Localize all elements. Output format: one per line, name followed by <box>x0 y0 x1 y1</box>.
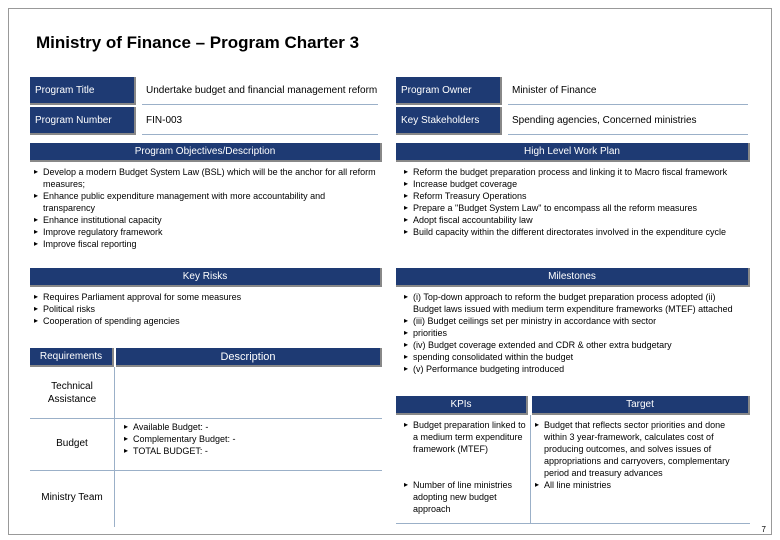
objectives-list <box>34 166 379 250</box>
list-item: ▸ Develop a modern Budget System Law (BSL) which will be the anchor for all reform measures; <box>34 166 379 190</box>
list-item: ▸ Budget preparation linked to a medium term expenditure framework (MTEF) <box>404 419 526 455</box>
description-heading: Description <box>116 348 382 367</box>
kpi-list-1 <box>404 419 526 455</box>
list-item: ▸ priorities <box>404 327 746 339</box>
list-item: ▸ Cooperation of spending agencies <box>34 315 379 327</box>
list-item: ▸ (v) Performance budgeting introduced <box>404 363 746 375</box>
kpi-divider <box>530 415 531 523</box>
milestones-heading: Milestones <box>396 268 750 287</box>
list-item: ▸ Budget that reflects sector priorities and done within 3 year-framework, calculates cost of producing outcomes, and solves issues of appropriations and carryovers, complementary period and treasury advances <box>535 419 750 479</box>
list-item: ▸ Complementary Budget: - <box>124 433 374 445</box>
milestones-list <box>404 291 746 375</box>
requirement-ministry-team: Ministry Team <box>41 491 103 503</box>
budget-list <box>124 421 374 457</box>
list-item: ▸ Reform the budget preparation process and linking it to Macro fiscal framework <box>404 166 746 178</box>
list-item: ▸ Reform Treasury Operations <box>404 190 746 202</box>
program-owner-value: Minister of Finance <box>508 77 748 105</box>
target-list <box>535 419 750 491</box>
list-item: ▸ Build capacity within the different directorates involved in the expenditure cycle <box>404 226 746 238</box>
work-plan-heading: High Level Work Plan <box>396 143 750 162</box>
list-item: ▸ (iii) Budget ceilings set per ministry in accordance with sector <box>404 315 746 327</box>
row-divider <box>30 470 382 471</box>
objectives-heading: Program Objectives/Description <box>30 143 382 162</box>
list-item: ▸ Requires Parliament approval for some measures <box>34 291 379 303</box>
list-item: ▸ TOTAL BUDGET: - <box>124 445 374 457</box>
list-item: ▸ All line ministries <box>535 479 750 491</box>
program-title-value: Undertake budget and financial management reform <box>142 77 378 105</box>
list-item: ▸ (iv) Budget coverage extended and CDR & other extra budgetary <box>404 339 746 351</box>
program-owner-label: Program Owner <box>396 77 502 105</box>
list-item: ▸ spending consolidated within the budget <box>404 351 746 363</box>
list-item: ▸ (i) Top-down approach to reform the budget preparation process adopted (ii) Budget laws issued with medium term expenditure frameworks (MTEF) attached <box>404 291 746 315</box>
requirement-budget: Budget <box>56 437 88 449</box>
requirement-technical-assistance: Technical Assistance <box>47 381 97 405</box>
list-item: ▸ Number of line ministries adopting new budget approach <box>404 479 526 515</box>
program-number-label: Program Number <box>30 107 136 135</box>
requirements-heading: Requirements <box>30 348 114 367</box>
row-divider <box>396 523 750 524</box>
row-divider <box>30 418 382 419</box>
risks-heading: Key Risks <box>30 268 382 287</box>
page-title: Ministry of Finance – Program Charter 3 <box>36 33 360 52</box>
key-stakeholders-label: Key Stakeholders <box>396 107 502 135</box>
list-item: ▸ Available Budget: - <box>124 421 374 433</box>
program-title-label: Program Title <box>30 77 136 105</box>
list-item: ▸ Improve regulatory framework <box>34 226 379 238</box>
risks-list <box>34 291 379 327</box>
work-plan-list <box>404 166 746 238</box>
key-stakeholders-value: Spending agencies, Concerned ministries <box>508 107 748 135</box>
page-number: 7 <box>761 525 766 534</box>
list-item: ▸ Increase budget coverage <box>404 178 746 190</box>
kpi-list-2 <box>404 479 526 515</box>
list-item: ▸ Adopt fiscal accountability law <box>404 214 746 226</box>
list-item: ▸ Prepare a "Budget System Law" to encompass all the reform measures <box>404 202 746 214</box>
list-item: ▸ Enhance public expenditure management with more accountability and transparency <box>34 190 379 214</box>
kpis-heading: KPIs <box>396 396 528 415</box>
target-heading: Target <box>532 396 750 415</box>
program-number-value: FIN-003 <box>142 107 378 135</box>
list-item: ▸ Enhance institutional capacity <box>34 214 379 226</box>
list-item: ▸ Political risks <box>34 303 379 315</box>
requirements-divider <box>114 367 115 527</box>
list-item: ▸ Improve fiscal reporting <box>34 238 379 250</box>
